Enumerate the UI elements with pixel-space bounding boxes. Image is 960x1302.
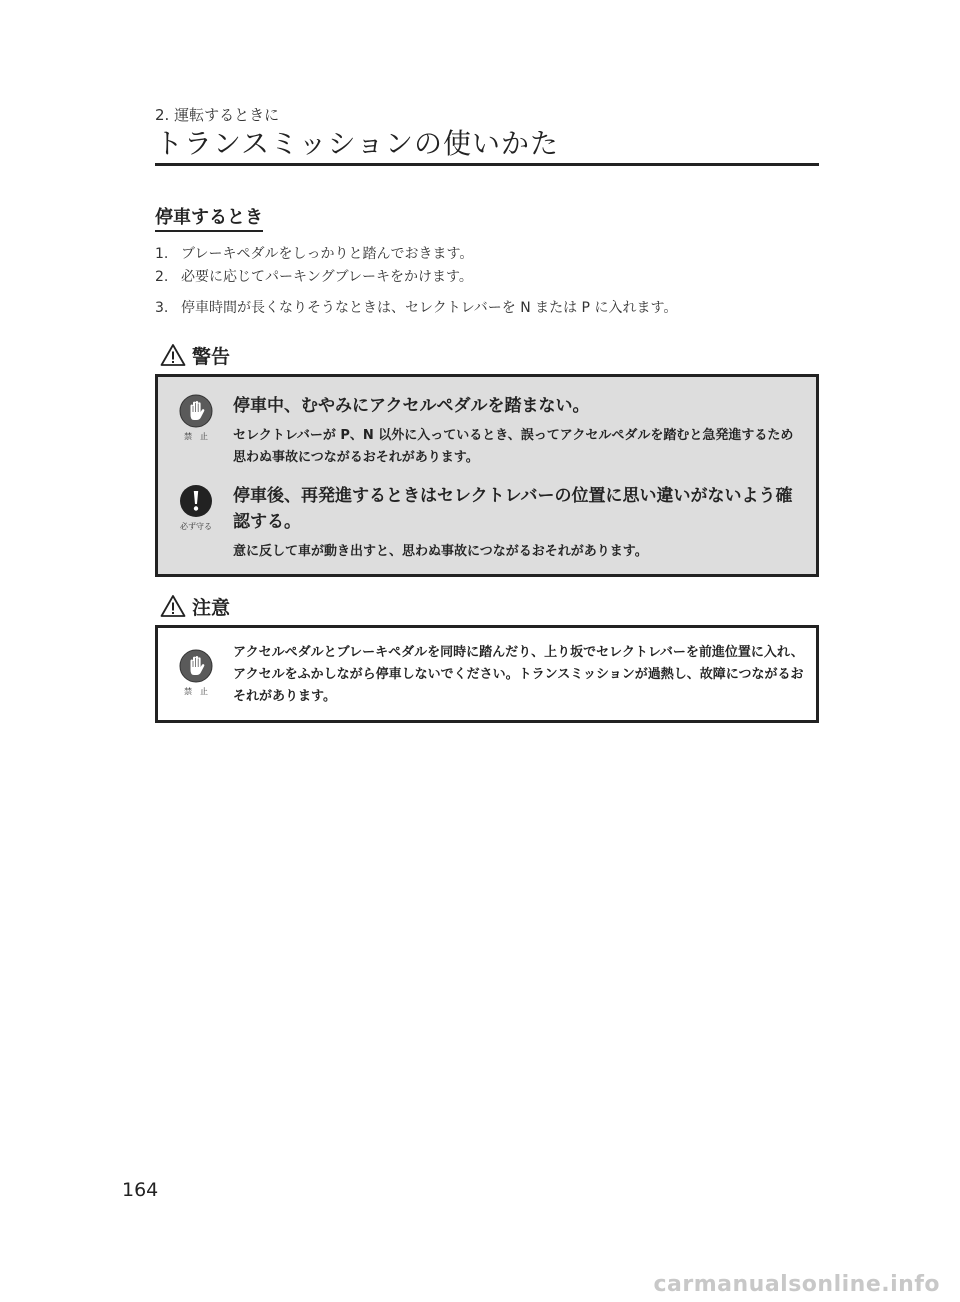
step-item (155, 243, 677, 266)
warning-item-text (233, 393, 806, 469)
caution-label: 注意 (192, 597, 231, 619)
icon-caption: 禁 止 (184, 432, 208, 441)
page-number: 164 (122, 1179, 159, 1201)
caution-box (155, 625, 819, 723)
caution-item-text-body: アクセルペダルとブレーキペダルを同時に踏んだり、上り坂でセレクトレバーを前進位置に入れ、アクセルをふかしながら停車しないでください。トランスミッションが過熱し、故障につながるおそれがあります。 (233, 645, 804, 704)
warning-item-text (233, 483, 806, 563)
warning-triangle-icon (160, 343, 186, 367)
mandatory-exclamation-icon (178, 483, 214, 519)
warning-item-title: 停車後、再発進するときはセレクトレバーの位置に思い違いがないよう確認する。 (233, 486, 793, 532)
warning-box (155, 374, 819, 577)
mandatory-icon-block (168, 483, 224, 532)
caution-triangle-icon (160, 594, 186, 618)
step-number: 1. (155, 246, 169, 262)
watermark: carmanualsonline.info (653, 1272, 940, 1297)
warning-item-title: 停車中、むやみにアクセルペダルを踏まない。 (233, 396, 590, 416)
icon-caption: 必ず守る (180, 522, 212, 531)
caution-item-text (233, 642, 806, 708)
prohibited-hand-icon (178, 393, 214, 429)
prohibited-icon-block (168, 648, 224, 697)
prohibited-icon-block (168, 393, 224, 442)
warning-label: 警告 (192, 346, 231, 368)
step-item (155, 297, 677, 320)
step-text: 必要に応じてパーキングブレーキをかけます。 (181, 269, 473, 285)
page-title: トランスミッションの使いかた (155, 127, 560, 160)
section-heading: 停車するとき (155, 207, 263, 232)
caution-heading (160, 594, 230, 620)
step-number: 2. (155, 269, 169, 285)
title-divider (155, 163, 819, 166)
warning-heading (160, 343, 230, 369)
warning-item-body: 意に反して車が動き出すと、思わぬ事故につながるおそれがあります。 (233, 544, 648, 559)
steps-list (155, 243, 677, 320)
step-item (155, 266, 677, 289)
chapter-label: 2. 運転するときに (155, 106, 280, 124)
icon-caption: 禁 止 (184, 687, 208, 696)
prohibited-hand-icon (178, 648, 214, 684)
step-number: 3. (155, 300, 169, 316)
warning-item-body: セレクトレバーが P、N 以外に入っているとき、誤ってアクセルペダルを踏むと急発進するため思わぬ事故につながるおそれがあります。 (233, 428, 794, 465)
step-text: ブレーキペダルをしっかりと踏んでおきます。 (181, 246, 474, 262)
step-text: 停車時間が長くなりそうなときは、セレクトレバーを N または P に入れます。 (181, 300, 678, 316)
